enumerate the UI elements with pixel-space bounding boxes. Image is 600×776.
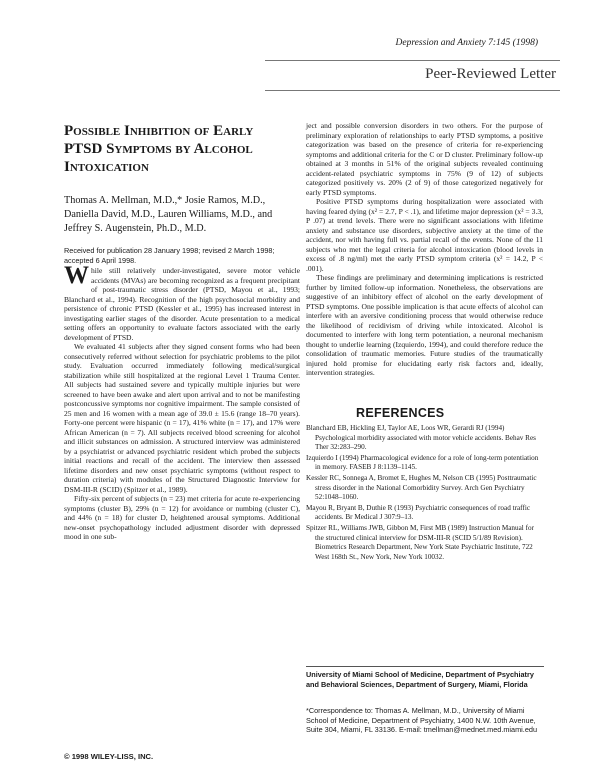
reference-item: Mayou R, Bryant B, Duthie R (1993) Psychiatric consequences of road traffic accidents. Br Medical J 307:9–13. [306,503,531,522]
drop-cap: W [64,262,89,289]
reference-item: Izquierdo I (1994) Pharmacological evidence for a role of long-term potentiation in memory. FASEB J 8:1139–1145. [306,453,539,472]
received-dates: Received for publication 28 January 1998; revised 2 March 1998; accepted 6 April 1998. [64,246,275,265]
body-column-left [64,262,300,542]
body-paragraph-5: Positive PTSD symptoms during hospitalization were associated with having feared dying (x² = 2.7, P < .1), and lifetime major depression (x² = 3.3, P .07) at trend levels. There were no significant associations with lifetime anxiety and substance use disorders, subjective anxiety at the time of the accident, nor with having full vs. partial recall of the events. None of the 11 subjects who met the legal criteria for alcohol intoxication (blood levels in excess of .8 ng/ml) met the early PTSD symptom criteria (x² = 14.2, P < .001). [306,197,543,273]
correspondence: *Correspondence to: Thomas A. Mellman, M.D., University of Miami School of Medicine, Department of Psychiatry, 1400 N.W. 10th Avenue, Suite 304, Miami, FL 33136. E-mail: tmellman@mednet.med.miami.edu [306,706,538,735]
title-line-2: PTSD Symptoms by Alcohol [64,141,253,157]
body-paragraph-4: ject and possible conversion disorders in two others. For the purpose of preliminary exploration of relationships to early PTSD symptoms, a positive categorization was based on the presence of criteria for re-experiencing symptoms and additional criteria for the C or D cluster. Preliminary follow-up obtained at 3 months in 51% of the original subjects revealed continuing accident-related psychiatric symptoms in 75% (9 of 12) of subjects categorized positively vs. 20% (2 of 9) of those categorized negatively for early PTSD symptoms. [306,121,543,197]
references-heading: REFERENCES [356,406,445,420]
body-paragraph-2: We evaluated 41 subjects after they signed consent forms who had been consecutively referred without selection for psychiatric problems to the pilot study. Evaluation occurred immediately following medical/surgical stabilization while still hospitalized at the regional Level 1 Trauma Center. All subjects had sustained severe and typically multiple injuries but were screened to have been awake and alert upon arrival and to not be manifesting postconcussive symptoms nor cognitive impairment. The sample consisted of 25 men and 16 women with a mean age of 39.0 ± 15.6 (range 18–70 years). Forty-one percent were hispanic (n = 17), 41% white (n = 17), and 17% were African American (n = 7). All subjects received blood screening for alcohol and illicit substances on admission. A structured interview was administered by a psychiatrist or advanced psychiatric resident which probed the subjects initial reactions and recall of the accident. The interview then assessed lifetime disorders and new onset psychiatric symptoms (without respect to duration criteria) with modules of the Structured Diagnostic Interview for DSM-III-R (SCID) (Spitzer et al., 1989). [64,342,300,494]
affiliation: University of Miami School of Medicine, Department of Psychiatry and Behavioral Sciences, Department of Surgery, Miami, Florida [306,670,534,689]
reference-item: Spitzer RL, Williams JWB, Gibbon M, First MB (1989) Instruction Manual for the structured clinical interview for DSM-III-R (SCID 5/1/89 Revision). Biometrics Research Department, New York State Psychiatric Institute, 722 West 168th St., New York, New York 10032. [306,523,534,561]
journal-header: Depression and Anxiety 7:145 (1998) [395,38,538,48]
title-line-3: Intoxication [64,159,149,175]
affiliation-rule [306,666,544,667]
body-paragraph-1 [64,262,300,342]
body-column-right [306,121,543,378]
paragraph-1-text: hile still relatively under-investigated, severe motor vehicle accidents (MVAs) are becoming recognized as a frequent precipitant of post-traumatic stress disorder (PTSD, Mayou et al., 1993; Blanchard et al., 1994). Recognition of the high psychosocial morbidity and persistence of chronic PTSD (Kessler et al., 1995) has increased interest in investigating earlier stages of the disorder. Acute presentation to a medical setting offers an opportunity to evaluate factors associated with the early development of PTSD. [64,266,300,342]
reference-item: Kessler RC, Sonnega A, Bromet E, Hughes M, Nelson CB (1995) Posttraumatic stress disorder in the National Comorbidity Survey. Arch Gen Psychiatry 52:1048–1060. [306,473,537,502]
author-list: Thomas A. Mellman, M.D.,* Josie Ramos, M.D., Daniella David, M.D., Lauren Williams, M.D., and Jeffrey S. Augenstein, Ph.D., M.D. [64,195,273,234]
copyright: © 1998 WILEY-LISS, INC. [64,752,154,761]
section-label: Peer-Reviewed Letter [425,66,556,82]
header-rule [265,60,560,61]
reference-list [306,424,544,563]
body-paragraph-6: These findings are preliminary and determining implications is restricted further by limited follow-up information. Nonetheless, the observations are suggestive of an inhibitory effect of alcohol on the early development of PTSD symptoms. One possible implication is that acute effects of alcohol can interfere with an aversive conditioning process that would otherwise reduce the likelihood of recidivism of driving while intoxicated. Alcohol is documented to interfere with long term potentiation, a neuronal mechanism thought to underlie learning (Izquierdo, 1994), and could therefore reduce the consolidation of traumatic memories. Future studies of the traumatically injured hold promise for elucidating early risk factors and, ideally, intervention strategies. [306,273,543,377]
reference-item: Blanchard EB, Hickling EJ, Taylor AE, Loos WR, Gerardi RJ (1994) Psychological morbidity associated with motor vehicle accidents. Behav Res Ther 32:283–290. [306,424,536,452]
body-paragraph-3: Fifty-six percent of subjects (n = 23) met criteria for acute re-experiencing symptoms (cluster B), 29% (n = 12) for avoidance or numbing (cluster C), and 44% (n = 18) for cluster D, heightened arousal symptoms. Additional new-onset psychopathology included adjustment disorder with depressed mood in one sub- [64,494,300,541]
section-rule [265,90,560,91]
article-title [64,122,302,176]
title-line-1: Possible Inhibition of Early [64,123,254,139]
